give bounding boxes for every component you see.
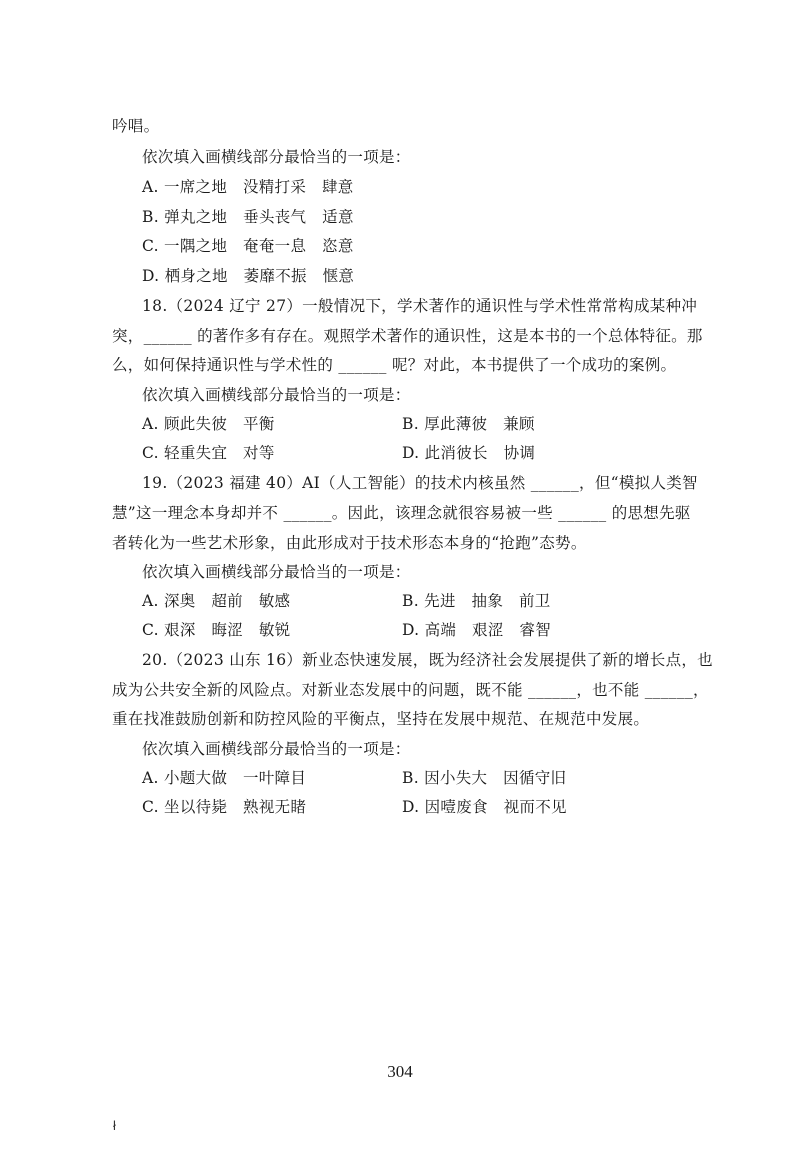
q20-text-line-3: 重在找准鼓励创新和防控风险的平衡点，坚持在发展中规范、在规范中发展。 [112, 710, 650, 728]
option-b: B. 弹丸之地 垂头丧气 适意 [142, 208, 354, 226]
q20-prompt: 依次填入画横线部分最恰当的一项是： [142, 740, 411, 758]
q19-text-line-1: 19.（2023 福建 40）AI（人工智能）的技术内核虽然 ______，但“模拟人类智 [142, 474, 698, 492]
text-line: 吟唱。 [112, 117, 160, 135]
q19-option-a: A. 深奥 超前 敏感 [142, 592, 291, 610]
q20-text-line-1: 20.（2023 山东 16）新业态快速发展，既为经济社会发展提供了新的增长点，也 [142, 651, 713, 669]
q20-option-b: B. 因小失大 因循守旧 [402, 769, 567, 787]
q20-option-a: A. 小题大做 一叶障目 [142, 769, 307, 787]
q19-prompt: 依次填入画横线部分最恰当的一项是： [142, 563, 411, 581]
q18-option-d: D. 此消彼长 协调 [402, 444, 536, 462]
q18-option-c: C. 轻重失宜 对等 [142, 444, 275, 462]
option-d: D. 栖身之地 萎靡不振 惬意 [142, 267, 355, 285]
q19-text-line-2: 慧”这一理念本身却并不 ______。因此，该理念就很容易被一些 ______ 的思想先驱 [112, 504, 691, 522]
q18-text-line-1: 18.（2024 辽宁 27）一般情况下，学术著作的通识性与学术性常常构成某种冲 [142, 297, 698, 315]
q18-prompt: 依次填入画横线部分最恰当的一项是： [142, 386, 411, 404]
q20-option-d: D. 因噎废食 视而不见 [402, 798, 567, 816]
q18-option-a: A. 顾此失彼 平衡 [142, 415, 275, 433]
option-c: C. 一隅之地 奄奄一息 恣意 [142, 237, 354, 255]
q19-text-line-3: 者转化为一些艺术形象，由此形成对于技术形态本身的“抢跑”态势。 [112, 534, 587, 552]
question-prompt: 依次填入画横线部分最恰当的一项是： [142, 148, 411, 166]
q19-option-d: D. 高端 艰涩 睿智 [402, 621, 552, 639]
q18-text-line-2: 突，______ 的著作多有存在。观照学术著作的通识性，这是本书的一个总体特征。那 [112, 327, 703, 345]
q20-option-c: C. 坐以待毙 熟视无睹 [142, 798, 307, 816]
q20-text-line-2: 成为公共安全新的风险点。对新业态发展中的问题，既不能 ______，也不能 ______， [112, 681, 709, 699]
option-a: A. 一席之地 没精打采 肆意 [142, 178, 354, 196]
q19-option-b: B. 先进 抽象 前卫 [402, 592, 551, 610]
corner-mark: ł [113, 1118, 116, 1133]
page-number: 304 [387, 1062, 413, 1081]
q18-text-line-3: 么，如何保持通识性与学术性的 ______ 呢？对此，本书提供了一个成功的案例。 [112, 356, 677, 374]
q19-option-c: C. 艰深 晦涩 敏锐 [142, 621, 291, 639]
q18-option-b: B. 厚此薄彼 兼顾 [402, 415, 535, 433]
